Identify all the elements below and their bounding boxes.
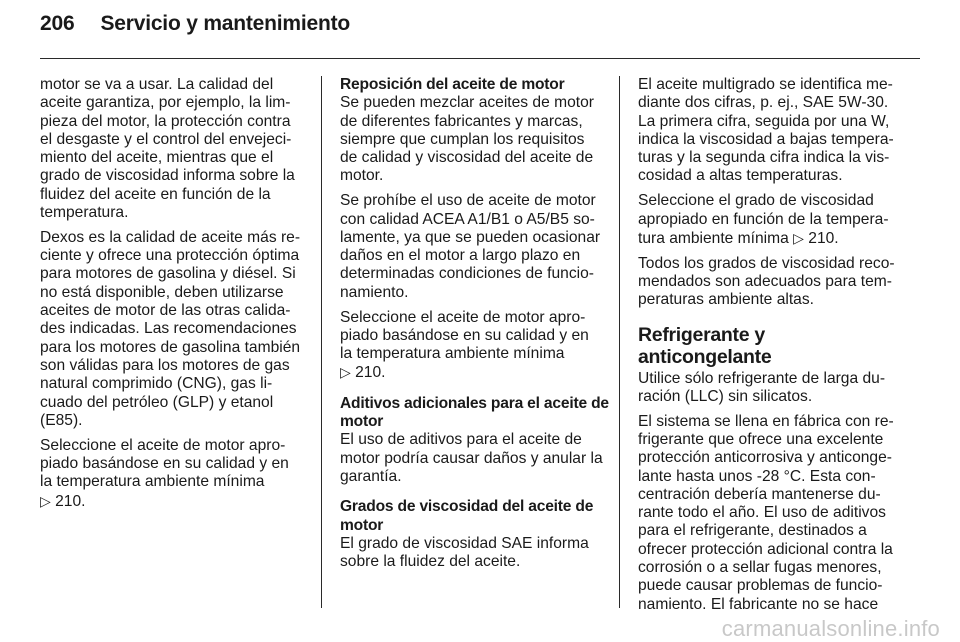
text-line: diante dos cifras, p. ej., SAE 5W-30. — [638, 94, 889, 112]
text-line: el desgaste y el control del envejeci- — [40, 130, 292, 148]
paragraph — [40, 437, 304, 511]
paragraph — [340, 535, 604, 572]
text-line: El sistema se llena en fábrica con re- — [638, 412, 894, 430]
text-line: Seleccione el aceite de motor apro- — [40, 436, 286, 454]
text-line: siempre que cumplan los requisitos — [340, 130, 585, 148]
text-line: lante hasta unos -28 °C. Esta con- — [638, 467, 876, 485]
header-rule — [40, 58, 920, 59]
text-line: Aditivos adicionales para el aceite de — [340, 394, 609, 412]
text-line: con calidad ACEA A1/B1 o A5/B5 so- — [340, 210, 595, 228]
text-line: centración debería mantenerse du- — [638, 485, 881, 503]
paragraph — [40, 76, 304, 222]
column-1 — [40, 76, 304, 517]
text-line: turas y la segunda cifra indica la vis- — [638, 149, 890, 167]
paragraph — [340, 192, 604, 302]
heading-oil-reposition: Reposición del aceite de motor — [340, 76, 565, 93]
heading-viscosity — [340, 498, 604, 535]
text-line: cuado del petróleo (GLP) y etanol — [40, 393, 274, 411]
column-divider-2 — [619, 76, 620, 608]
text-line: rante todo el año. El uso de aditivos — [638, 504, 886, 522]
text-line: La primera cifra, seguida por una W, — [638, 112, 890, 130]
section-title: Servicio y mantenimiento — [100, 12, 351, 35]
text-line: cosidad a altas temperaturas. — [638, 167, 843, 185]
page-reference[interactable]: ▷ 210. — [793, 229, 839, 247]
text-line: natural comprimido (CNG), gas li- — [40, 375, 273, 393]
page-ref-icon: ▷ — [40, 492, 51, 509]
text-line: ciente y ofrece una protección óptima — [40, 247, 300, 265]
text-line: namiento. El fabricante no se hace — [638, 595, 879, 613]
heading-coolant: Refrigerante y anticongelante — [638, 323, 772, 368]
text-line: pieza del motor, la protección contra — [40, 112, 291, 130]
paragraph — [340, 309, 604, 383]
text-line: El grado de viscosidad SAE informa — [340, 534, 589, 552]
paragraph — [40, 229, 304, 430]
paragraph — [638, 413, 902, 614]
text-line: motor — [340, 413, 384, 431]
text-line: no está disponible, deben utilizarse — [40, 283, 284, 301]
text-line: para los motores de gasolina también — [40, 338, 301, 356]
text-line: des indicadas. Las recomendaciones — [40, 320, 297, 338]
text-line: peraturas ambiente altas. — [638, 291, 814, 309]
text-line: ración (LLC) sin silicatos. — [638, 387, 813, 405]
page-header — [40, 12, 350, 50]
text-line: piado basándose en su calidad y en — [340, 326, 589, 344]
text-line: de calidad y viscosidad del aceite de — [340, 149, 594, 167]
text-line: sobre la fluidez del aceite. — [340, 553, 521, 571]
text-line: Seleccione el aceite de motor apro- — [340, 308, 586, 326]
page-ref-icon: ▷ — [340, 364, 351, 381]
text-line: mendados son adecuados para tem- — [638, 272, 892, 290]
text-line: Seleccione el grado de viscosidad — [638, 192, 874, 210]
text-line: la temperatura ambiente mínima — [340, 345, 565, 363]
column-2 — [340, 76, 609, 578]
text-line: El uso de aditivos para el aceite de — [340, 431, 582, 449]
text-line: grado de viscosidad informa sobre la — [40, 167, 295, 185]
text-line: daños en el motor a largo plazo en — [340, 247, 581, 265]
paragraph — [638, 192, 902, 248]
page-ref-icon: ▷ — [793, 229, 804, 246]
text-line: Dexos es la calidad de aceite más re- — [40, 228, 301, 246]
text-line: motor — [340, 516, 384, 534]
text-line: Todos los grados de viscosidad reco- — [638, 254, 895, 272]
text-line: para motores de gasolina y diésel. Si — [40, 265, 296, 283]
text-line: Se pueden mezclar aceites de motor — [340, 94, 594, 112]
text-line: motor podría causar daños y anular la — [340, 449, 603, 467]
text-line: lamente, ya que se pueden ocasionar — [340, 228, 601, 246]
text-line: namiento. — [340, 283, 409, 301]
page-reference[interactable]: ▷ 210. — [40, 492, 86, 510]
text-line: miento del aceite, mientras que el — [40, 149, 274, 167]
text-line: protección anticorrosiva y anticonge- — [638, 449, 892, 467]
paragraph — [638, 255, 902, 310]
text-line: fluidez del aceite en función de la — [40, 185, 271, 203]
text-line: apropiado en función de la tempera- — [638, 210, 889, 228]
column-3 — [638, 76, 902, 620]
text-line: son válidas para los motores de gas — [40, 356, 290, 374]
page-number: 206 — [40, 12, 75, 35]
column-divider-1 — [321, 76, 322, 608]
text-line: ofrecer protección adicional contra la — [638, 540, 893, 558]
paragraph — [340, 431, 604, 486]
paragraph — [638, 370, 902, 407]
heading-additives — [340, 394, 609, 432]
text-line: indica la viscosidad a bajas tempera- — [638, 130, 894, 148]
text-line: garantía. — [340, 467, 402, 485]
text-line: aceite garantiza, por ejemplo, la lim- — [40, 94, 291, 112]
text-line: la temperatura ambiente mínima — [40, 473, 265, 491]
text-line: (E85). — [40, 411, 83, 429]
reference-line: tura ambiente mínima ▷ 210. — [638, 229, 839, 247]
text-line: Se prohíbe el uso de aceite de motor — [340, 192, 596, 210]
paragraph — [638, 76, 902, 186]
text-line: piado basándose en su calidad y en — [40, 454, 289, 472]
paragraph — [340, 94, 604, 185]
text-line: motor. — [340, 167, 384, 185]
text-line: temperatura. — [40, 204, 129, 222]
watermark: carmanualsonline.info — [721, 616, 940, 641]
text-line: Grados de viscosidad del aceite de — [340, 498, 594, 516]
text-line: para el refrigerante, destinados a — [638, 522, 867, 540]
text-line: de diferentes fabricantes y marcas, — [340, 112, 583, 130]
page-reference[interactable]: ▷ 210. — [340, 364, 386, 382]
text-line: puede causar problemas de funcio- — [638, 577, 883, 595]
text-line: frigerante que ofrece una excelente — [638, 430, 884, 448]
text-line: corrosión o a sellar fugas menores, — [638, 559, 882, 577]
text-line: El aceite multigrado se identifica me- — [638, 76, 893, 93]
text-line: aceites de motor de las otras calida- — [40, 302, 291, 320]
text-line: motor se va a usar. La calidad del — [40, 76, 274, 93]
text-line: determinadas condiciones de funcio- — [340, 265, 594, 283]
text-line: Utilice sólo refrigerante de larga du- — [638, 369, 886, 387]
